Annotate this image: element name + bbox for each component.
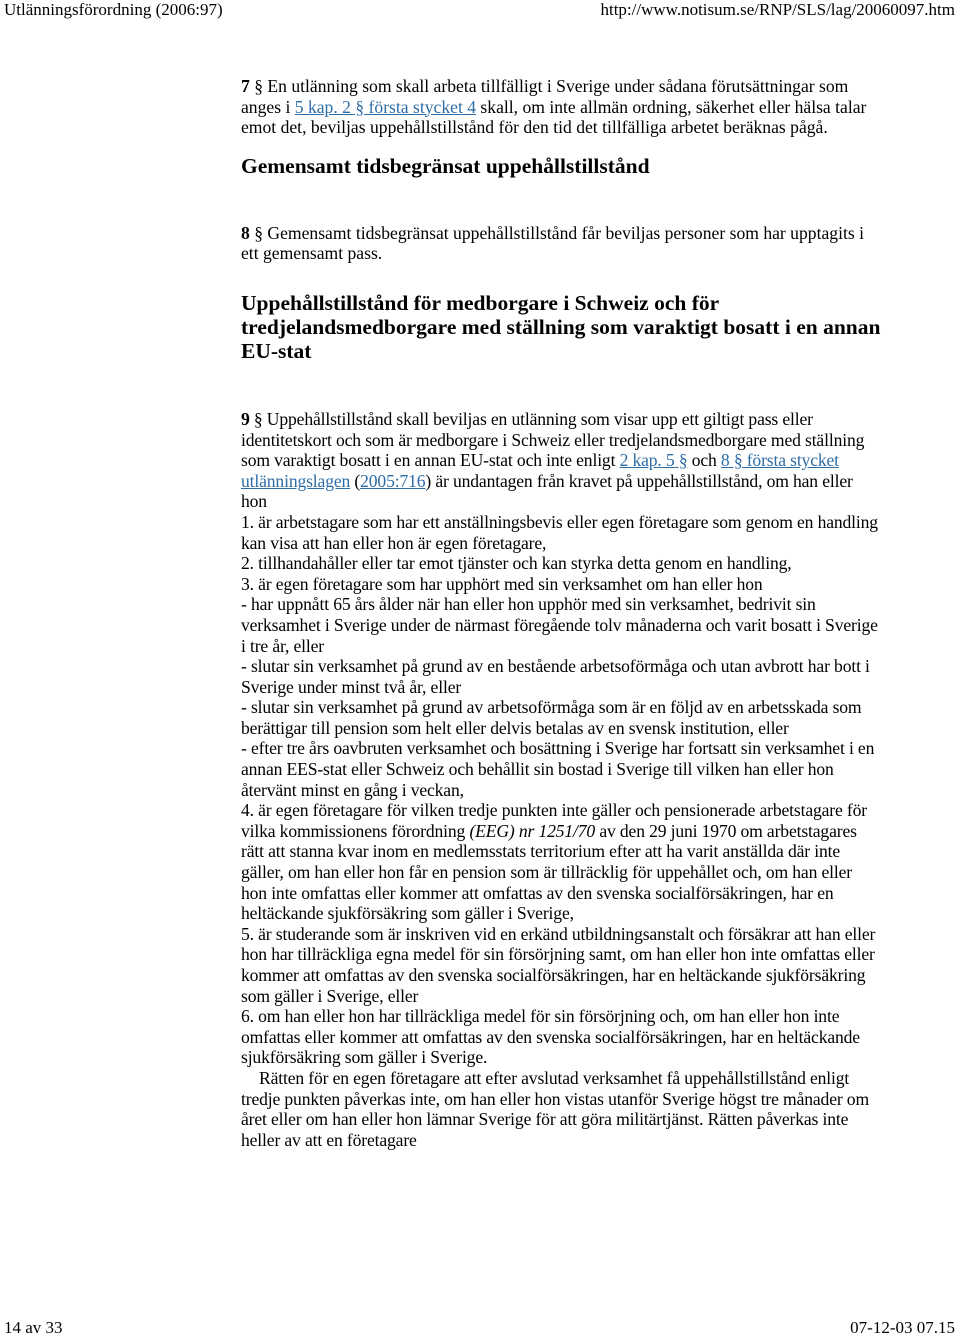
list-item-text: 4. är egen företagare för vilken tredje punkten inte gäller och pensionerade arbetstagare för vilka kommissionens förordning bbox=[241, 800, 867, 841]
section-symbol: § bbox=[254, 76, 263, 96]
section-text: ( bbox=[350, 470, 361, 491]
heading-schweiz-medborgare: Uppehållstillstånd för medborgare i Schweiz och för tredjelandsmedborgare med ställning som varaktigt bosatt i en annan EU-stat bbox=[241, 290, 881, 363]
paragraph-text: Rätten för en egen företagare att efter avslutad verksamhet få uppehållstillstånd enligt tredje punkten påverkas inte, om han eller hon vistas utanför Sverige högst tre månader om året eller om han eller hon lämnar Sverige för att göra militärtjänst. Rätten påverkas inte heller av att en företagare bbox=[241, 1067, 869, 1150]
list-item: - efter tre års oavbruten verksamhet och bosättning i Sverige har fortsatt sin verksamhet i en annan EES-stat eller Schweiz och behållit sin bostad i Sverige till vilken han eller hon återvänt minst en gång i veckan, bbox=[241, 738, 875, 800]
link-5-kap-2-paragraf[interactable]: 5 kap. 2 § första stycket 4 bbox=[294, 96, 477, 117]
section-9-final bbox=[241, 1068, 881, 1150]
list-item bbox=[241, 800, 881, 924]
list-item: 2. tillhandahåller eller tar emot tjänster och kan styrka detta genom en handling, bbox=[241, 553, 792, 574]
page-header-url: http://www.notisum.se/RNP/SLS/lag/20060097.htm bbox=[600, 0, 955, 19]
section-9-intro bbox=[241, 409, 881, 512]
section-text: Gemensamt tidsbegränsat uppehållstillstånd får beviljas personer som har upptagits i ett gemensamt pass. bbox=[241, 222, 864, 264]
section-symbol: § bbox=[253, 408, 263, 429]
section-7 bbox=[241, 76, 881, 138]
regulation-reference: (EEG) nr 1251/70 bbox=[469, 820, 596, 841]
list-item: - slutar sin verksamhet på grund av en bestående arbetsoförmåga och utan avbrott har bott i Sverige under minst två år, eller bbox=[241, 656, 870, 697]
section-8 bbox=[241, 223, 881, 264]
section-text: Uppehållstillstånd skall beviljas en utlänning som visar upp ett giltigt pass eller identitetskort och som är medborgare i Schweiz eller tredjelandsmedborgare med ställning som varaktigt bosatt i en annan EU-stat och inte enligt bbox=[241, 408, 865, 471]
print-timestamp: 07-12-03 07.15 bbox=[850, 1318, 955, 1337]
list-item: - har uppnått 65 års ålder när han eller hon upphör med sin verksamhet, bedrivit sin verksamhet i Sverige under de närmast föregående tolv månaderna och varit bosatt i Sverige i tre år, eller bbox=[241, 594, 878, 656]
list-item: 5. är studerande som är inskriven vid en erkänd utbildningsanstalt och försäkrar att han eller hon har tillräckliga egna medel för sin försörjning samt, om han eller hon inte omfattas eller kommer att omfattas av den svenska socialförsäkringen, har en heltäckande sjukförsäkring som gäller i Sverige, eller bbox=[241, 923, 876, 1006]
section-text: En utlänning som skall arbeta tillfälligt i Sverige under sådana förutsättningar som anges i bbox=[241, 76, 849, 117]
list-item: 1. är arbetstagare som har ett anställningsbevis eller egen företagare som genom en handling kan visa att han eller hon är egen företagare, bbox=[241, 511, 878, 553]
link-8-paragraf-forsta-stycket[interactable]: 8 § första stycket bbox=[720, 450, 839, 471]
list-item: 3. är egen företagare som har upphört med sin verksamhet om han eller hon bbox=[241, 573, 763, 594]
section-text: och bbox=[687, 450, 721, 471]
section-text: ) är undantagen från kravet på uppehållstillstånd, om han eller hon bbox=[241, 470, 853, 512]
list-item-text: av den 29 juni 1970 om arbetstagares rätt att stanna kvar inom en medlemsstats territorium efter att ha varit anställda där inte gäller, om han eller hon får en pension som är tillräcklig för uppehållet och, om han eller hon inte omfattas eller kommer att omfattas av den svenska socialförsäkringen, har en heltäckande sjukförsäkring som gäller i Sverige, bbox=[241, 820, 857, 924]
page-counter: 14 av 33 bbox=[4, 1318, 63, 1337]
link-2005-716[interactable]: 2005:716 bbox=[360, 470, 426, 491]
link-utlanningslagen[interactable]: utlänningslagen bbox=[241, 470, 351, 491]
list-item: 6. om han eller hon har tillräckliga medel för sin försörjning och, om han eller hon inte omfattas eller kommer att omfattas av den svenska socialförsäkringen, har en heltäckande sjukförsäkring som gäller i Sverige. bbox=[241, 1006, 860, 1068]
heading-gemensamt-tillstand: Gemensamt tidsbegränsat uppehållstillstånd bbox=[241, 153, 650, 178]
section-number: 8 bbox=[241, 222, 250, 243]
link-2-kap-5-paragraf[interactable]: 2 kap. 5 § bbox=[619, 450, 688, 471]
list-item: - slutar sin verksamhet på grund av arbetsoförmåga som är en följd av en arbetsskada som berättigar till pension som helt eller delvis betalas av en svensk institution, eller bbox=[241, 697, 862, 738]
section-number: 7 bbox=[241, 76, 250, 96]
page-header-title: Utlänningsförordning (2006:97) bbox=[4, 0, 223, 19]
section-9 bbox=[241, 409, 881, 1150]
document-body bbox=[241, 76, 881, 1150]
section-text: skall, om inte allmän ordning, säkerhet eller hälsa talar emot det, beviljas uppehållstillstånd för den tid det tillfälliga arbetet beräknas pågå. bbox=[241, 96, 867, 138]
section-number: 9 bbox=[241, 408, 250, 429]
section-symbol: § bbox=[254, 222, 263, 243]
